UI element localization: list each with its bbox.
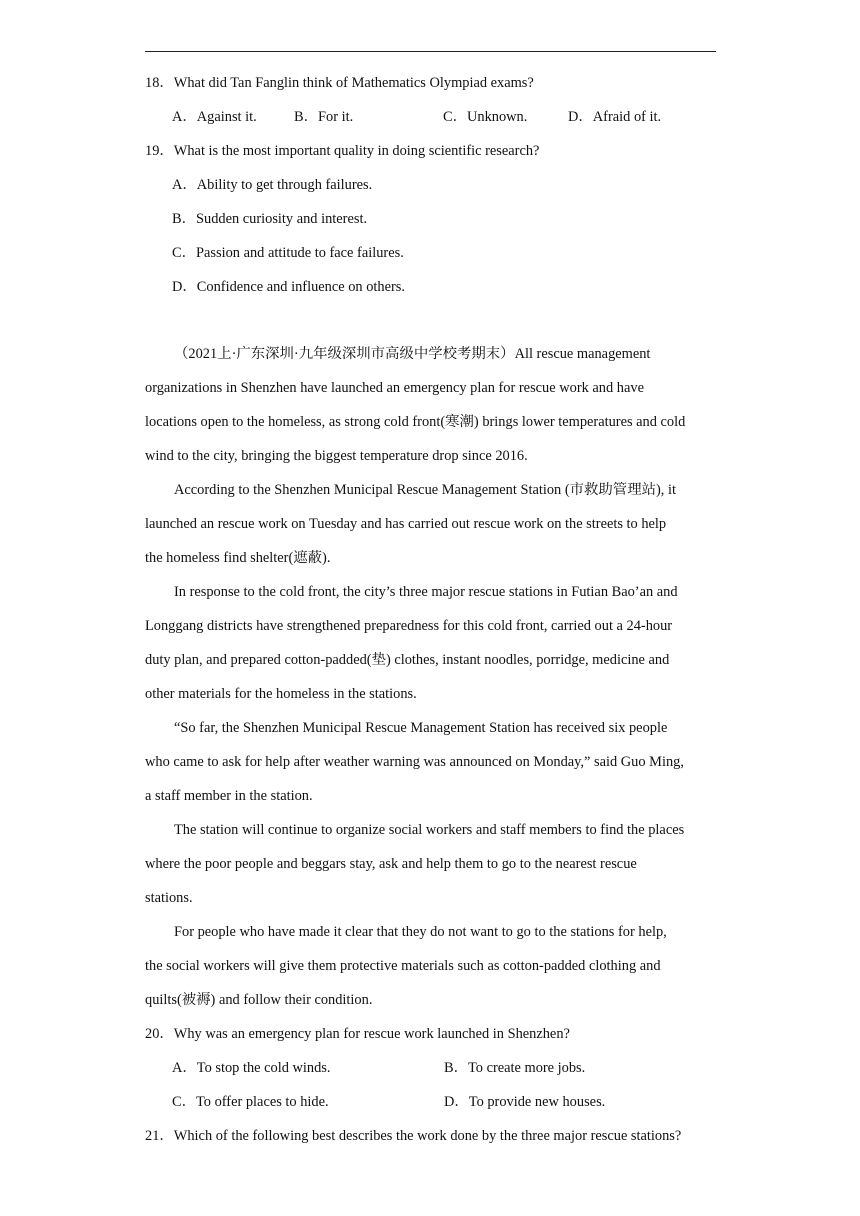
option-b: B．For it. [294, 109, 354, 125]
passage-line: For people who have made it clear that they do not want to go to the stations for help, [174, 924, 667, 940]
question-20-options-row-2 [145, 1085, 716, 1119]
passage-line: locations open to the homeless, as strong cold front(寒潮) brings lower temperatures and cold [145, 414, 686, 430]
passage-line: Longgang districts have strengthened preparedness for this cold front, carried out a 24-hour [145, 618, 673, 634]
option-b: B．To create more jobs. [444, 1060, 586, 1076]
passage-paragraph-5 [145, 813, 716, 915]
passage-line: “So far, the Shenzhen Municipal Rescue Management Station has received six people [174, 720, 668, 736]
passage-line: The station will continue to organize social workers and staff members to find the places [174, 822, 685, 838]
question-18 [145, 66, 716, 134]
question-20-stem: 20．Why was an emergency plan for rescue work launched in Shenzhen? [145, 1026, 570, 1042]
passage-line: a staff member in the station. [145, 788, 313, 804]
question-18-options [145, 100, 716, 134]
passage-paragraph-1 [145, 337, 716, 473]
passage-line: organizations in Shenzhen have launched an emergency plan for rescue work and have [145, 380, 644, 396]
option-d: D．To provide new houses. [444, 1094, 606, 1110]
question-21-stem: 21．Which of the following best describes the work done by the three major rescue stations? [145, 1128, 682, 1144]
passage-paragraph-6 [145, 915, 716, 1017]
passage-line: According to the Shenzhen Municipal Rescue Management Station (市救助管理站), it [174, 482, 676, 498]
passage-line: wind to the city, bringing the biggest temperature drop since 2016. [145, 448, 528, 464]
question-19 [145, 134, 716, 304]
question-19-stem: 19．What is the most important quality in doing scientific research? [145, 143, 540, 159]
header-rule [145, 51, 716, 52]
question-21 [145, 1119, 716, 1153]
option-c: C．Unknown. [443, 109, 528, 125]
option-d: D．Afraid of it. [568, 109, 662, 125]
passage-line: launched an rescue work on Tuesday and has carried out rescue work on the streets to help [145, 516, 667, 532]
passage-paragraph-3 [145, 575, 716, 711]
question-20-options-row-1 [145, 1051, 716, 1085]
option-c: C．To offer places to hide. [172, 1094, 329, 1110]
option-c: C．Passion and attitude to face failures. [172, 245, 404, 261]
page-content [145, 66, 716, 1153]
passage-paragraph-4 [145, 711, 716, 813]
passage-line: （2021上·广东深圳·九年级深圳市高级中学校考期末）All rescue management [174, 346, 651, 362]
question-20 [145, 1017, 716, 1119]
passage-line: the social workers will give them protective materials such as cotton-padded clothing and [145, 958, 661, 974]
passage-line: quilts(被褥) and follow their condition. [145, 992, 373, 1008]
question-18-stem: 18．What did Tan Fanglin think of Mathematics Olympiad exams? [145, 75, 534, 91]
passage-paragraph-2 [145, 473, 716, 575]
option-a: A．Ability to get through failures. [172, 177, 373, 193]
option-a: A．Against it. [172, 109, 257, 125]
section-gap [145, 304, 716, 337]
passage-line: who came to ask for help after weather warning was announced on Monday,” said Guo Ming, [145, 754, 684, 770]
passage-line: In response to the cold front, the city’s three major rescue stations in Futian Bao’an and [174, 584, 678, 600]
option-b: B．Sudden curiosity and interest. [172, 211, 368, 227]
passage-line: duty plan, and prepared cotton-padded(垫) clothes, instant noodles, porridge, medicine and [145, 652, 670, 668]
passage-line: where the poor people and beggars stay, ask and help them to go to the nearest rescue [145, 856, 637, 872]
passage-line: other materials for the homeless in the stations. [145, 686, 417, 702]
option-d: D．Confidence and influence on others. [172, 279, 405, 295]
passage-line: the homeless find shelter(遮蔽). [145, 550, 331, 566]
option-a: A．To stop the cold winds. [172, 1060, 331, 1076]
reading-passage [145, 337, 716, 1017]
passage-line: stations. [145, 890, 193, 906]
